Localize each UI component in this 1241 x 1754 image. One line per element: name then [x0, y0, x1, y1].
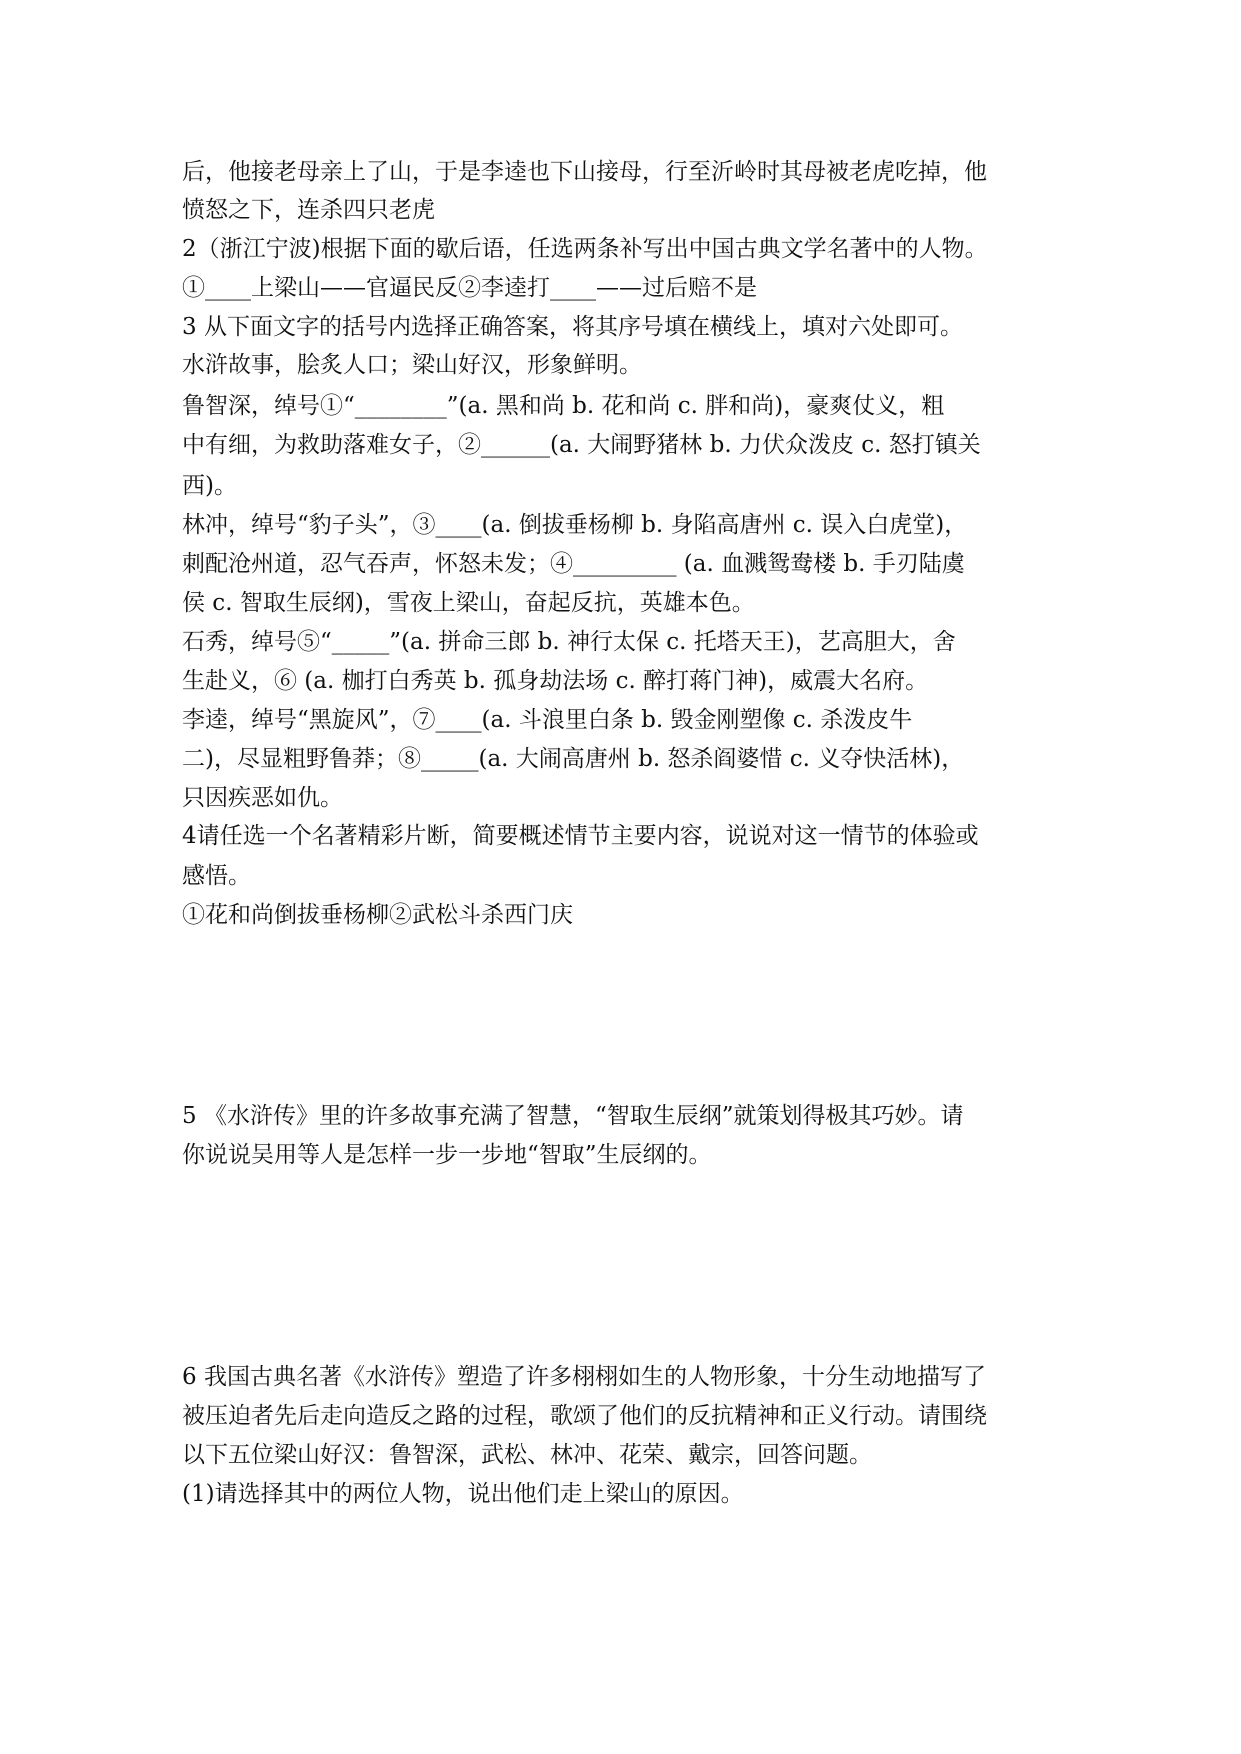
- text-line: 后，他接老母亲上了山，于是李逵也下山接母，行至沂岭时其母被老虎吃掉，他: [182, 159, 987, 185]
- text-line: 你说说吴用等人是怎样一步一步地“智取”生辰纲的。: [182, 1142, 712, 1168]
- text-line: 只因疾恶如仇。: [182, 785, 343, 811]
- text-line: 石秀，绰号⑤“_____”(a. 拼命三郎 b. 神行太保 c. 托塔天王)，艺高胆大，舍: [182, 629, 956, 655]
- text-line: 鲁智深，绰号①“________”(a. 黑和尚 b. 花和尚 c. 胖和尚)，豪爽仗义，粗: [182, 393, 945, 419]
- text-line: 以下五位梁山好汉：鲁智深，武松、林冲、花荣、戴宗，回答问题。: [182, 1442, 872, 1468]
- text-line: 西)。: [182, 473, 237, 499]
- text-line: 2（浙江宁波)根据下面的歇后语，任选两条补写出中国古典文学名著中的人物。: [182, 236, 988, 262]
- text-line: 愤怒之下，连杀四只老虎: [182, 197, 435, 223]
- text-line: 林冲，绰号“豹子头”，③____(a. 倒拔垂杨柳 b. 身陷高唐州 c. 误入白虎堂)，: [182, 512, 968, 538]
- text-line: 二)，尽显粗野鲁莽；⑧_____(a. 大闹高唐州 b. 怒杀阎婆惜 c. 义夺快活林)，: [182, 746, 965, 772]
- text-line: 感悟。: [182, 863, 251, 889]
- text-line: 3 从下面文字的括号内选择正确答案，将其序号填在横线上，填对六处即可。: [182, 314, 963, 340]
- text-line: ①____上梁山——官逼民反②李逵打____——过后赔不是: [182, 275, 757, 301]
- text-line: 4请任选一个名著精彩片断，简要概述情节主要内容，说说对这一情节的体验或: [182, 823, 979, 849]
- text-line: 李逵，绰号“黑旋风”，⑦____(a. 斗浪里白条 b. 毁金刚塑像 c. 杀泼皮牛: [182, 707, 913, 733]
- text-line: (1)请选择其中的两位人物，说出他们走上梁山的原因。: [182, 1481, 744, 1507]
- text-line: 刺配沧州道，忍气吞声，怀怒未发；④_________ (a. 血溅鸳鸯楼 b. 手刃陆虞: [182, 551, 965, 577]
- text-line: 6 我国古典名著《水浒传》塑造了许多栩栩如生的人物形象，十分生动地描写了: [182, 1364, 986, 1390]
- text-line: 5 《水浒传》里的许多故事充满了智慧，“智取生辰纲”就策划得极其巧妙。请: [182, 1103, 964, 1129]
- text-line: ①花和尚倒拔垂杨柳②武松斗杀西门庆: [182, 902, 573, 928]
- text-line: 被压迫者先后走向造反之路的过程，歌颂了他们的反抗精神和正义行动。请围绕: [182, 1403, 987, 1429]
- text-line: 水浒故事，脍炙人口；梁山好汉，形象鲜明。: [182, 352, 642, 378]
- text-line: 侯 c. 智取生辰纲)，雪夜上梁山，奋起反抗，英雄本色。: [182, 590, 755, 616]
- text-line: 中有细，为救助落难女子，②______(a. 大闹野猪林 b. 力伏众泼皮 c. 怒打镇关: [182, 432, 981, 458]
- text-line: 生赴义，⑥ (a. 枷打白秀英 b. 孤身劫法场 c. 醉打蒋门神)，威震大名府。: [182, 668, 929, 694]
